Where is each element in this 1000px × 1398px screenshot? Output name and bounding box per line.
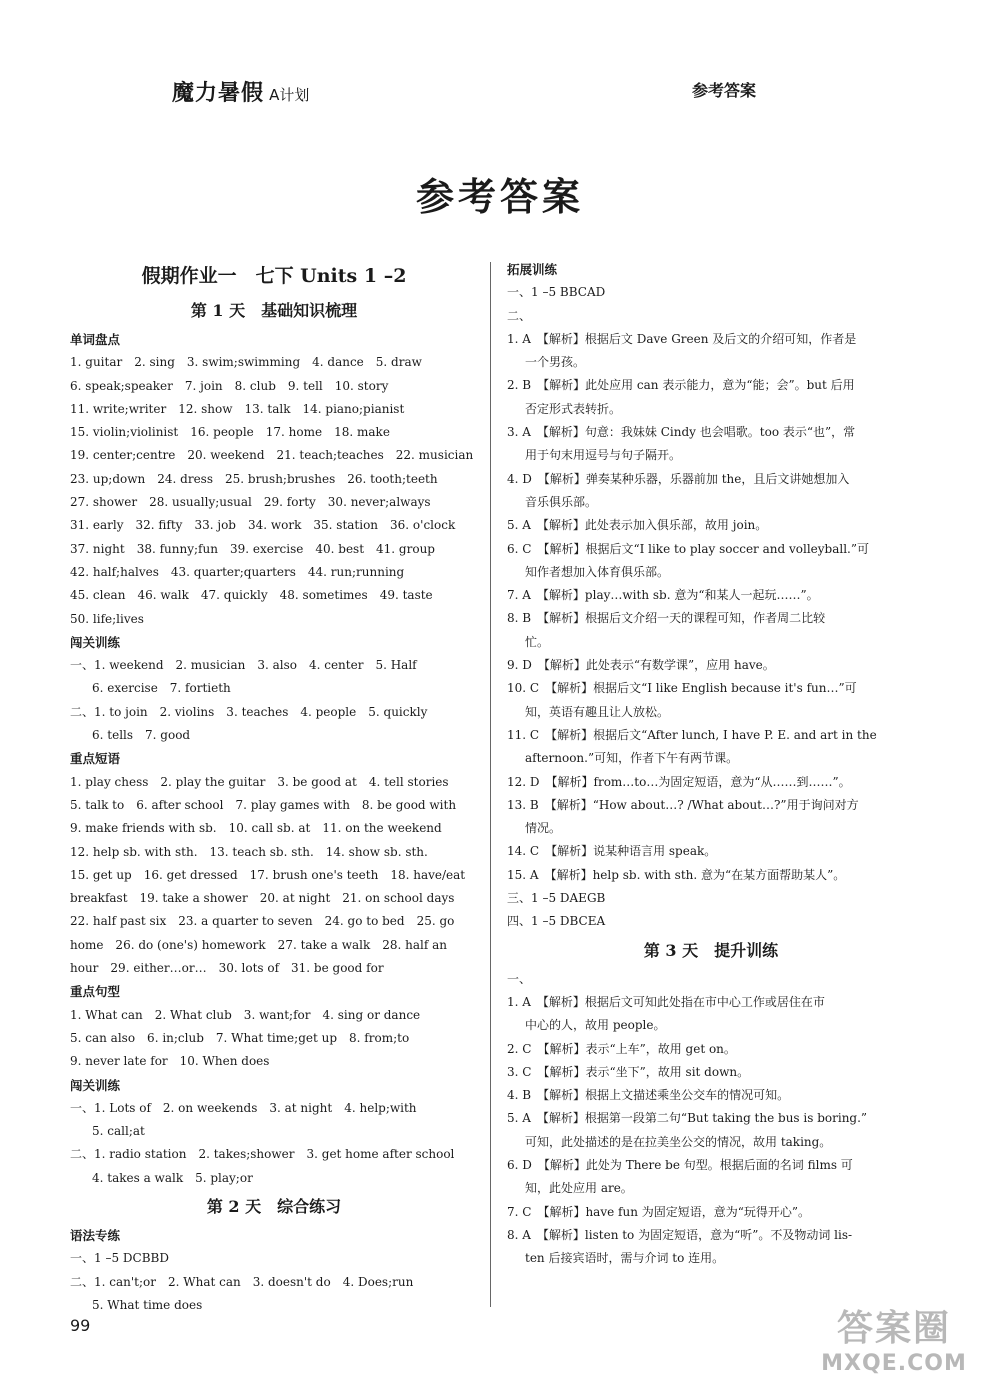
day-heading: 第 1 天 基础知识梳理 xyxy=(190,301,358,320)
answer-line: 一、 xyxy=(507,971,532,986)
running-header-brand xyxy=(172,76,309,107)
answer-line: 5. call;at xyxy=(92,1124,145,1139)
answer-continuation: 忙。 xyxy=(525,634,550,649)
right-column xyxy=(507,258,915,1270)
answer-continuation: 否定形式表转折。 xyxy=(525,401,622,416)
answer-line: 22. half past six 23. a quarter to seven 24. go to bed 25. go xyxy=(70,914,455,929)
watermark-text: 答案圈 xyxy=(836,1308,951,1349)
answer-continuation: ten 后接宾语时，需与介词 to 连用。 xyxy=(525,1251,725,1266)
answer-line: 三、1 –5 DAEGB xyxy=(507,891,606,906)
answer-line: 4. takes a walk 5. play;or xyxy=(92,1170,253,1185)
watermark-url: MXQE.COM xyxy=(821,1351,967,1376)
answer-line: 19. center;centre 20. weekend 21. teach;teaches 22. musician xyxy=(70,448,474,463)
answer-line: 二、1. radio station 2. takes;shower 3. get home after school xyxy=(70,1147,455,1162)
answer-line: 1. guitar 2. sing 3. swim;swimming 4. dance 5. draw xyxy=(70,355,422,370)
answer-continuation: 情况。 xyxy=(525,821,562,836)
left-column xyxy=(70,258,478,1317)
answer-line: hour 29. either…or… 30. lots of 31. be good for xyxy=(70,961,384,976)
answer-line: 9. make friends with sb. 10. call sb. at 11. on the weekend xyxy=(70,821,442,836)
answer-line: 二、1. can't;or 2. What can 3. doesn't do 4. Does;run xyxy=(70,1274,414,1289)
subsection-heading: 单词盘点 xyxy=(70,332,121,347)
answer-continuation: 知，此处应用 are。 xyxy=(525,1181,633,1196)
answer-line: home 26. do (one's) homework 27. take a walk 28. half an xyxy=(70,937,448,952)
answer-line: 二、 xyxy=(507,308,532,323)
answer-line: 5. talk to 6. after school 7. play games with 8. be good with xyxy=(70,797,457,812)
answer-line: 27. shower 28. usually;usual 29. forty 30. never;always xyxy=(70,495,431,510)
subsection-heading: 拓展训练 xyxy=(507,262,558,277)
answer-line: 9. D 【解析】此处表示“有数学课”，应用 have。 xyxy=(507,658,775,673)
answer-line: 42. half;halves 43. quarter;quarters 44. run;running xyxy=(70,564,405,579)
subsection-heading: 重点短语 xyxy=(70,751,121,767)
answer-line: 9. never late for 10. When does xyxy=(70,1054,270,1069)
answer-line: 8. A 【解析】listen to 为固定短语，意为“听”。不及物动词 lis- xyxy=(507,1227,853,1242)
subsection-heading: 重点句型 xyxy=(70,984,121,1000)
subsection-heading: 闯关训练 xyxy=(70,1077,121,1093)
page-number: 99 xyxy=(70,1316,91,1335)
answer-line: 15. violin;violinist 16. people 17. home 18. make xyxy=(70,425,390,440)
answer-line: 5. A 【解析】此处表示加入俱乐部，故用 join。 xyxy=(507,518,768,533)
day-heading: 第 3 天 提升训练 xyxy=(643,940,779,960)
answer-line: 2. B 【解析】此处应用 can 表示能力，意为“能；会”。but 后用 xyxy=(507,378,855,393)
answer-line: 一、1. weekend 2. musician 3. also 4. center 5. Half xyxy=(70,658,417,673)
answer-line: 14. C 【解析】说某种语言用 speak。 xyxy=(507,844,717,859)
answer-line: 4. B 【解析】根据上文描述乘坐公交车的情况可知。 xyxy=(507,1088,790,1103)
answer-line: 1. A 【解析】根据后文 Dave Green 及后文的介绍可知，作者是 xyxy=(507,331,857,346)
column-divider xyxy=(490,262,491,1307)
answer-line: 6. C 【解析】根据后文“I like to play soccer and volleyball.”可 xyxy=(507,541,870,556)
answer-line: 1. play chess 2. play the guitar 3. be good at 4. tell stories xyxy=(70,774,449,789)
answer-line: 23. up;down 24. dress 25. brush;brushes 26. tooth;teeth xyxy=(70,471,438,486)
day-heading: 第 2 天 综合练习 xyxy=(206,1196,342,1216)
answer-line: 45. clean 46. walk 47. quickly 48. sometimes 49. taste xyxy=(70,588,433,603)
answer-line: breakfast 19. take a shower 20. at night 21. on school days xyxy=(70,891,455,906)
section-title: 假期作业一 七下 Units 1 –2 xyxy=(141,265,407,287)
answer-line: 13. B 【解析】“How about…? /What about…?”用于询问对方 xyxy=(507,797,859,812)
answer-line: 37. night 38. funny;fun 39. exercise 40. best 41. group xyxy=(70,541,435,556)
answer-line: 7. A 【解析】play…with sb. 意为“和某人一起玩……”。 xyxy=(507,588,819,603)
page-title: 参考答案 xyxy=(415,174,584,219)
answer-line: 一、1 –5 DCBBD xyxy=(70,1251,169,1266)
answer-line: 1. What can 2. What club 3. want;for 4. sing or dance xyxy=(70,1007,421,1022)
answer-line: 15. get up 16. get dressed 17. brush one's teeth 18. have/eat xyxy=(70,867,466,882)
answer-continuation: afternoon.”可知，作者下午有两节课。 xyxy=(525,751,739,766)
answer-continuation: 音乐俱乐部。 xyxy=(525,494,598,509)
answer-continuation: 用于句末用逗号与句子隔开。 xyxy=(525,448,682,463)
answer-line: 15. A 【解析】help sb. with sth. 意为“在某方面帮助某人”。 xyxy=(507,867,846,882)
subsection-heading: 闯关训练 xyxy=(70,634,121,650)
answer-line: 2. C 【解析】表示“上车”，故用 get on。 xyxy=(507,1041,736,1056)
answer-line: 二、1. to join 2. violins 3. teaches 4. people 5. quickly xyxy=(70,704,428,719)
answer-line: 50. life;lives xyxy=(70,611,144,626)
answer-continuation: 中心的人，故用 people。 xyxy=(525,1018,666,1033)
answer-line: 6. D 【解析】此处为 There be 句型。根据后面的名词 films 可 xyxy=(507,1157,853,1172)
answer-line: 10. C 【解析】根据后文“I like English because it's fun…”可 xyxy=(507,681,857,696)
answer-line: 6. tells 7. good xyxy=(92,728,191,743)
answer-line: 3. C 【解析】表示“坐下”，故用 sit down。 xyxy=(507,1064,750,1079)
answer-line: 11. write;writer 12. show 13. talk 14. piano;pianist xyxy=(70,401,405,416)
answer-line: 7. C 【解析】have fun 为固定短语，意为“玩得开心”。 xyxy=(507,1204,811,1219)
watermark-logo xyxy=(808,1300,980,1376)
answer-continuation: 可知，此处描述的是在拉美坐公交的情况，故用 taking。 xyxy=(525,1134,832,1149)
answer-line: 6. exercise 7. fortieth xyxy=(92,681,231,696)
answer-continuation: 一个男孩。 xyxy=(525,355,586,370)
answer-continuation: 知作者想加入体育俱乐部。 xyxy=(525,564,670,579)
answer-line: 四、1 –5 DBCEA xyxy=(507,914,606,929)
answer-line: 5. A 【解析】根据第一段第二句“But taking the bus is boring.” xyxy=(507,1111,868,1126)
answer-line: 一、1 –5 BBCAD xyxy=(507,285,606,300)
answer-line: 6. speak;speaker 7. join 8. club 9. tell 10. story xyxy=(70,378,389,393)
answer-line: 12. D 【解析】from…to…为固定短语，意为“从……到……”。 xyxy=(507,774,851,789)
answer-line: 8. B 【解析】根据后文介绍一天的课程可知，作者周二比较 xyxy=(507,611,826,626)
answer-line: 3. A 【解析】句意：我妹妹 Cindy 也会唱歌。too 表示“也”，常 xyxy=(507,425,856,440)
brand-subtitle: A计划 xyxy=(269,86,310,104)
answer-line: 5. can also 6. in;club 7. What time;get up 8. from;to xyxy=(70,1030,410,1045)
answer-line: 1. A 【解析】根据后文可知此处指在市中心工作或居住在市 xyxy=(507,994,825,1009)
brand-title: 魔力暑假 xyxy=(172,81,265,106)
answer-line: 一、1. Lots of 2. on weekends 3. at night 4. help;with xyxy=(70,1100,417,1115)
answer-line: 5. What time does xyxy=(92,1297,203,1312)
running-header-section: 参考答案 xyxy=(692,81,757,100)
subsection-heading: 语法专练 xyxy=(70,1227,121,1243)
answer-line: 12. help sb. with sth. 13. teach sb. sth. 14. show sb. sth. xyxy=(70,844,428,859)
answer-line: 4. D 【解析】弹奏某种乐器，乐器前加 the，且后文讲她想加入 xyxy=(507,471,850,486)
answer-line: 31. early 32. fifty 33. job 34. work 35. station 36. o'clock xyxy=(70,518,456,533)
answer-continuation: 知，英语有趣且让人放松。 xyxy=(525,704,670,719)
answer-line: 11. C 【解析】根据后文“After lunch, I have P. E. and art in the xyxy=(507,727,877,742)
